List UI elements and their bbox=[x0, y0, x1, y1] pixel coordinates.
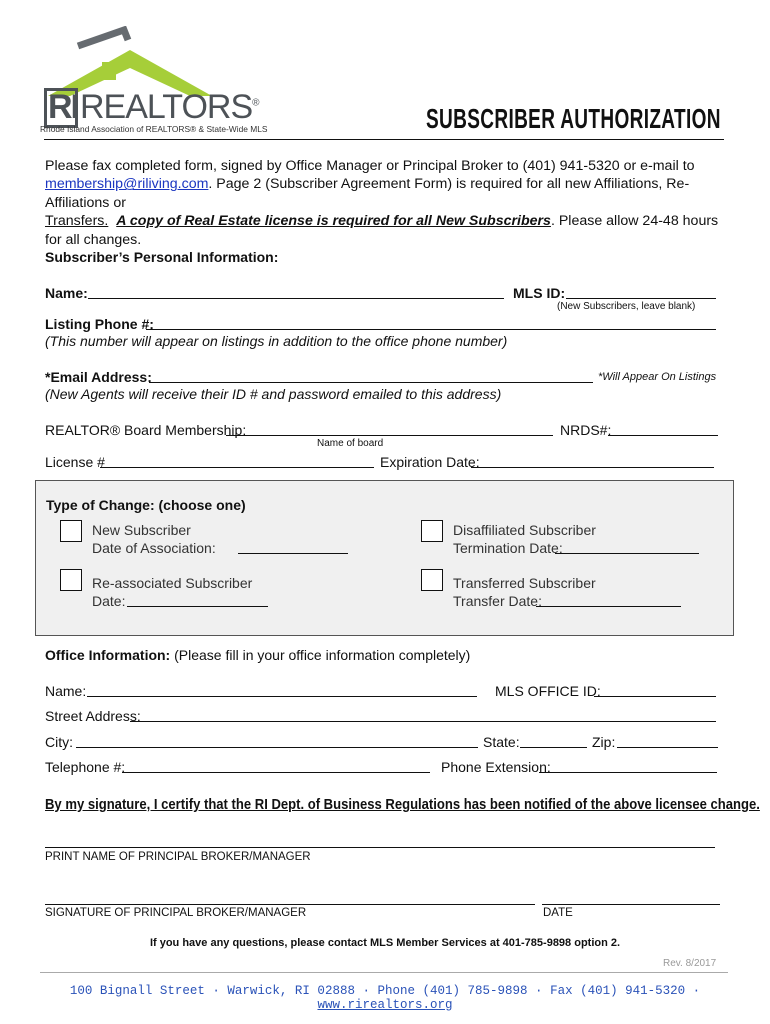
footer-address: 100 Bignall Street bbox=[69, 984, 205, 998]
logo bbox=[40, 26, 280, 136]
mls-office-field[interactable] bbox=[594, 696, 716, 697]
office-name-field[interactable] bbox=[87, 696, 477, 697]
membership-email-link[interactable]: membership@riliving.com bbox=[45, 176, 209, 193]
date-field[interactable] bbox=[542, 904, 720, 905]
new-subscriber-label: New Subscriber bbox=[92, 522, 191, 538]
signature-label: SIGNATURE OF PRINCIPAL BROKER/MANAGER bbox=[45, 907, 307, 919]
email-field[interactable] bbox=[149, 382, 593, 383]
email-side-note: *Will Appear On Listings bbox=[598, 371, 717, 383]
association-date-field[interactable] bbox=[238, 553, 348, 554]
transfer-date-field[interactable] bbox=[536, 606, 681, 607]
office-name-label: Name: bbox=[45, 683, 87, 699]
name-field[interactable] bbox=[88, 298, 504, 299]
mls-id-label: MLS ID: bbox=[513, 285, 566, 301]
title-rule bbox=[44, 139, 724, 140]
reassociated-date-label: Date: bbox=[92, 593, 126, 609]
office-phone-field[interactable] bbox=[122, 772, 430, 773]
license-label: License # bbox=[45, 454, 105, 470]
transferred-checkbox[interactable] bbox=[421, 569, 443, 591]
footer: 100 Bignall Street · Warwick, RI 02888 · Phone (401) 785-9898 · Fax (401) 941-5320 · www.rirealtors.org bbox=[69, 984, 701, 1012]
mls-office-label: MLS OFFICE ID: bbox=[495, 683, 601, 699]
certification-statement: By my signature, I certify that the RI Dept. of Business Regulations has been notified of the above licensee change. bbox=[45, 796, 760, 813]
personal-heading: Subscriber’s Personal Information: bbox=[45, 249, 279, 265]
termination-date-field[interactable] bbox=[555, 553, 699, 554]
intro-paragraph: Please fax completed form, signed by Office Manager or Principal Broker to (401) 941-5320 or e-mail to membership@riliving.com. Page 2 (Subscriber Agreement Form) is required for all new Affiliations, Re-Affiliations or Transfers. A copy of Real Estate license is required for all New Subscribers. Please allow 24-48 hours for all changes. bbox=[45, 158, 719, 248]
street-label: Street Address: bbox=[45, 708, 141, 724]
license-field[interactable] bbox=[100, 467, 374, 468]
page-title: SUBSCRIBER AUTHORIZATION bbox=[426, 103, 721, 134]
city-label: City: bbox=[45, 734, 73, 750]
transfer-date-label: Transfer Date: bbox=[453, 593, 542, 609]
nrds-label: NRDS#: bbox=[560, 422, 612, 438]
disaffiliated-checkbox[interactable] bbox=[421, 520, 443, 542]
revision-label: Rev. 8/2017 bbox=[663, 958, 717, 969]
termination-date-label: Termination Date: bbox=[453, 540, 563, 556]
association-date-label: Date of Association: bbox=[92, 540, 216, 556]
expiration-label: Expiration Date: bbox=[380, 454, 480, 470]
office-heading: Office Information: (Please fill in your office information completely) bbox=[45, 647, 471, 663]
mls-id-field[interactable] bbox=[566, 298, 716, 299]
reassociated-checkbox[interactable] bbox=[60, 569, 82, 591]
print-name-field[interactable] bbox=[45, 847, 715, 848]
email-note: (New Agents will receive their ID # and password emailed to this address) bbox=[45, 386, 502, 402]
date-label: DATE bbox=[543, 907, 573, 919]
footer-fax: Fax (401) 941-5320 bbox=[550, 984, 686, 998]
reassociated-date-field[interactable] bbox=[127, 606, 268, 607]
listing-phone-field[interactable] bbox=[146, 329, 716, 330]
street-field[interactable] bbox=[130, 721, 716, 722]
extension-field[interactable] bbox=[539, 772, 717, 773]
disaffiliated-label: Disaffiliated Subscriber bbox=[453, 522, 596, 538]
logo-tagline: Rhode Island Association of REALTORS® & State-Wide MLS bbox=[40, 124, 268, 134]
extension-label: Phone Extension: bbox=[441, 759, 551, 775]
email-label: *Email Address: bbox=[45, 369, 152, 385]
zip-field[interactable] bbox=[617, 747, 718, 748]
state-label: State: bbox=[483, 734, 520, 750]
board-label: REALTOR® Board Membership: bbox=[45, 422, 247, 438]
board-note: Name of board bbox=[317, 438, 384, 449]
transferred-label: Transferred Subscriber bbox=[453, 575, 596, 591]
footer-website-link[interactable]: www.rirealtors.org bbox=[317, 998, 453, 1012]
questions-note: If you have any questions, please contact MLS Member Services at 401-785-9898 option 2. bbox=[149, 937, 621, 949]
nrds-field[interactable] bbox=[608, 435, 718, 436]
listing-phone-note: (This number will appear on listings in addition to the office phone number) bbox=[45, 333, 508, 349]
print-name-label: PRINT NAME OF PRINCIPAL BROKER/MANAGER bbox=[45, 851, 311, 863]
signature-field[interactable] bbox=[45, 904, 535, 905]
office-phone-label: Telephone #: bbox=[45, 759, 126, 775]
name-label: Name: bbox=[45, 285, 88, 301]
state-field[interactable] bbox=[520, 747, 587, 748]
new-subscriber-checkbox[interactable] bbox=[60, 520, 82, 542]
city-field[interactable] bbox=[76, 747, 478, 748]
change-type-box bbox=[35, 480, 734, 636]
footer-city: Warwick, RI 02888 bbox=[227, 984, 355, 998]
board-field[interactable] bbox=[226, 435, 553, 436]
footer-phone: Phone (401) 785-9898 bbox=[377, 984, 528, 998]
footer-rule bbox=[40, 972, 728, 973]
listing-phone-label: Listing Phone #: bbox=[45, 316, 154, 332]
expiration-field[interactable] bbox=[471, 467, 714, 468]
logo-realtors: REALTORS® bbox=[80, 88, 259, 126]
change-heading: Type of Change: (choose one) bbox=[46, 497, 246, 513]
mls-id-note: (New Subscribers, leave blank) bbox=[557, 301, 696, 312]
zip-label: Zip: bbox=[592, 734, 616, 750]
logo-ri: RI bbox=[48, 88, 78, 126]
reassociated-label: Re-associated Subscriber bbox=[92, 575, 253, 591]
